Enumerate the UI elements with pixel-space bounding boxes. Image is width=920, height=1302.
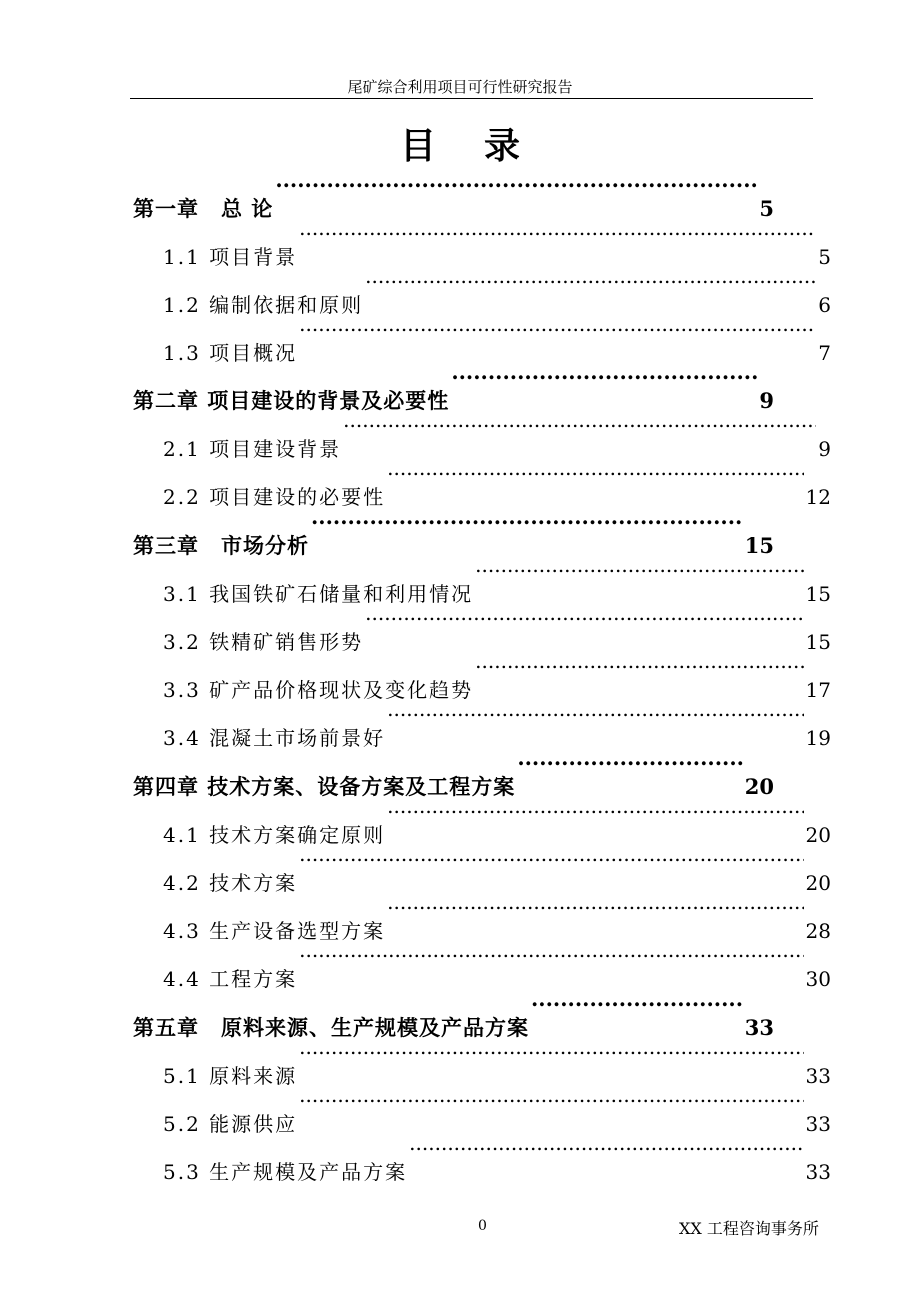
toc-entry-label: 第四章 技术方案、设备方案及工程方案 [133, 774, 516, 799]
toc-section-1-2[interactable] [163, 264, 831, 317]
toc-entry-label: 1.2 编制依据和原则 [163, 293, 364, 317]
toc-entry-page: 28 [805, 919, 831, 943]
toc-section-2-1[interactable] [163, 408, 831, 461]
toc-entry-page: 33 [805, 1064, 831, 1088]
dot-leader [387, 456, 803, 504]
dot-leader [299, 216, 816, 264]
dot-leader [475, 649, 803, 697]
toc-entry-label: 4.2 技术方案 [163, 871, 298, 895]
toc-section-2-2[interactable] [163, 456, 831, 509]
toc-chapter-3[interactable] [133, 505, 774, 558]
toc-entry-page: 9 [759, 388, 774, 413]
dot-leader [343, 408, 816, 456]
toc-entry-label: 第一章 总 论 [133, 196, 274, 221]
toc-entry-page: 5 [818, 245, 831, 269]
toc-entry-label: 3.3 矿产品价格现状及变化趋势 [163, 678, 474, 702]
toc-entry-page: 20 [805, 823, 831, 847]
toc-chapter-1[interactable] [133, 168, 774, 221]
toc-entry-label: 3.1 我国铁矿石储量和利用情况 [163, 582, 474, 606]
dot-leader [451, 360, 757, 408]
toc-entry-label: 2.1 项目建设背景 [163, 437, 342, 461]
toc-section-4-1[interactable] [163, 794, 831, 847]
toc-entry-page: 33 [805, 1112, 831, 1136]
toc-entry-label: 1.1 项目背景 [163, 245, 298, 269]
footer-page-number: 0 [478, 1218, 487, 1234]
dot-leader [299, 312, 816, 360]
toc-section-3-4[interactable] [163, 697, 831, 750]
toc-entry-page: 15 [744, 533, 774, 558]
dot-leader [299, 1083, 803, 1131]
toc-entry-label: 3.4 混凝土市场前景好 [163, 726, 386, 750]
toc-section-5-1[interactable] [163, 1035, 831, 1088]
dot-leader [387, 794, 803, 842]
toc-entry-page: 9 [818, 437, 831, 461]
toc-section-5-3[interactable] [163, 1131, 831, 1184]
toc-section-4-3[interactable] [163, 890, 831, 943]
toc-entry-label: 第五章 原料来源、生产规模及产品方案 [133, 1015, 529, 1040]
dot-leader [365, 601, 803, 649]
toc-section-4-2[interactable] [163, 842, 831, 895]
toc-section-1-3[interactable] [163, 312, 831, 365]
dot-leader [387, 697, 803, 745]
dot-leader [275, 168, 757, 216]
header-rule [130, 98, 813, 99]
toc-entry-page: 7 [818, 341, 831, 365]
toc-entry-page: 5 [759, 196, 774, 221]
toc-entry-label: 第二章 项目建设的背景及必要性 [133, 388, 450, 413]
toc-entry-page: 17 [805, 678, 831, 702]
toc-section-5-2[interactable] [163, 1083, 831, 1136]
toc-entry-label: 4.3 生产设备选型方案 [163, 919, 386, 943]
toc-entry-page: 15 [805, 630, 831, 654]
toc-entry-label: 5.2 能源供应 [163, 1112, 298, 1136]
dot-leader [365, 264, 816, 312]
dot-leader [517, 746, 742, 794]
toc-entry-label: 5.3 生产规模及产品方案 [163, 1160, 408, 1184]
dot-leader [387, 890, 803, 938]
dot-leader [311, 505, 743, 553]
toc-entry-page: 15 [805, 582, 831, 606]
toc-entry-page: 20 [805, 871, 831, 895]
dot-leader [531, 987, 743, 1035]
toc-entry-label: 4.1 技术方案确定原则 [163, 823, 386, 847]
toc-section-3-1[interactable] [163, 553, 831, 606]
dot-leader [409, 1131, 803, 1179]
toc-section-3-2[interactable] [163, 601, 831, 654]
toc-entry-label: 3.2 铁精矿销售形势 [163, 630, 364, 654]
dot-leader [299, 1035, 803, 1083]
toc-section-4-4[interactable] [163, 938, 831, 991]
toc-entry-page: 33 [805, 1160, 831, 1184]
toc-entry-page: 12 [805, 485, 831, 509]
toc-entry-page: 30 [805, 967, 831, 991]
toc-entry-label: 4.4 工程方案 [163, 967, 298, 991]
toc-entry-page: 20 [744, 774, 774, 799]
dot-leader [299, 842, 803, 890]
toc-entry-label: 第三章 市场分析 [133, 533, 309, 558]
toc-entry-page: 19 [805, 726, 831, 750]
toc-entry-label: 1.3 项目概况 [163, 341, 298, 365]
toc-section-3-3[interactable] [163, 649, 831, 702]
dot-leader [475, 553, 803, 601]
footer-organization: XX 工程咨询事务所 [679, 1219, 819, 1238]
toc-entry-label: 5.1 原料来源 [163, 1064, 298, 1088]
toc-chapter-2[interactable] [133, 360, 774, 413]
toc-entry-label: 2.2 项目建设的必要性 [163, 485, 386, 509]
toc-chapter-4[interactable] [133, 746, 774, 799]
toc-entry-page: 6 [818, 293, 831, 317]
header-title: 尾矿综合利用项目可行性研究报告 [347, 78, 573, 96]
dot-leader [299, 938, 803, 986]
toc-title: 目录 [399, 126, 568, 167]
toc-entry-page: 33 [744, 1015, 774, 1040]
toc-chapter-5[interactable] [133, 987, 774, 1040]
toc-section-1-1[interactable] [163, 216, 831, 269]
